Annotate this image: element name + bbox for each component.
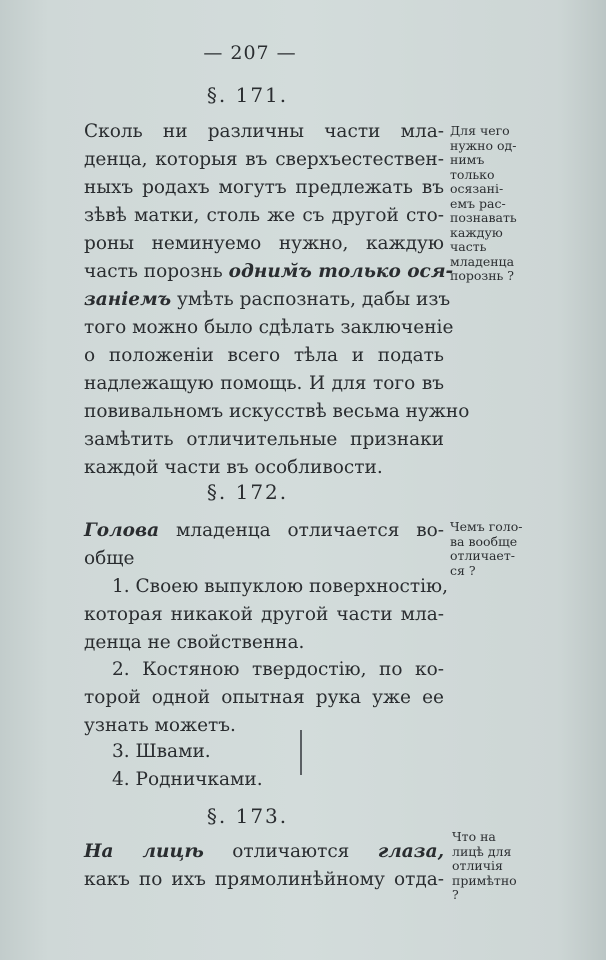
text-line: того можно было сдѣлать заключенiе (84, 317, 454, 338)
text-line: замѣтить отличительные признаки (84, 429, 444, 450)
note-line: отличает- (450, 548, 515, 563)
text-line: надлежащую помощь. И для того въ (84, 373, 444, 394)
text-line-mixed (84, 258, 454, 286)
text-line: которая никакой другой части мла- (84, 604, 444, 625)
note-line: ся ? (450, 562, 476, 578)
list-item-1 (84, 573, 449, 657)
text-line: ныхъ родахъ могутъ предлежать въ (84, 177, 444, 198)
note-line: ва вообще (450, 533, 518, 549)
note-line: часть (450, 239, 487, 254)
pencil-mark (300, 730, 302, 775)
emphasis-text: одним̆ъ только ося- (228, 261, 454, 282)
text-fragment: младенца отличается во- (175, 520, 445, 541)
emphasis-text: Голова (84, 520, 160, 541)
note-line: Что на (452, 829, 496, 844)
text-line-mixed (84, 286, 451, 314)
text-fragment: часть порознь (84, 261, 223, 282)
note-line: порознь ? (450, 268, 515, 283)
note-line: познавать (450, 210, 517, 225)
margin-note-173 (452, 830, 602, 903)
text-line: 1. Своею выпуклою поверхностiю, (112, 576, 449, 597)
text-line: денца не свойственна. (84, 632, 305, 653)
emphasis-text: глаза, (377, 841, 445, 862)
note-line: младенца (450, 253, 515, 269)
note-line: ? (452, 887, 459, 902)
text-fragment: умѣть распознать, дабы изъ (177, 289, 451, 310)
emphasis-text: На лицѣ (84, 841, 204, 862)
text-line: 2. Костяною твердостiю, по ко- (112, 659, 444, 680)
text-line: какъ по ихъ прямолинѣйному отда- (84, 869, 444, 890)
paragraph-173 (84, 838, 444, 894)
margin-note-172 (450, 520, 600, 578)
text-fragment: отличаются (232, 841, 350, 862)
text-line: повивальномъ искусствѣ весьма нужно (84, 401, 470, 422)
paragraph-172 (84, 517, 444, 573)
note-line: отличiя (452, 858, 503, 873)
emphasis-text: занiемъ (84, 289, 172, 310)
text-line: торой одной опытная рука уже ее (84, 687, 444, 708)
note-line: осязанi- (450, 181, 504, 196)
note-line: примѣтно (452, 872, 517, 888)
text-line: о положенiи всего тѣла и подать (84, 345, 444, 366)
list-item-4: 4. Родничками. (112, 769, 263, 790)
note-line: нужно од- (450, 137, 517, 153)
note-line: нимъ (450, 152, 485, 167)
note-line: каждую (450, 224, 503, 240)
note-line: емъ рас- (450, 195, 506, 211)
list-item-2 (84, 656, 444, 740)
text-line-mixed (84, 838, 444, 866)
note-line: только (450, 166, 495, 182)
section-heading-172: §. 172. (206, 480, 289, 504)
text-line: денца, которыя въ сверхъестествен- (84, 149, 444, 170)
note-line: Чемъ голо- (450, 519, 523, 534)
margin-note-171 (450, 124, 600, 284)
text-line: узнать можетъ. (84, 715, 236, 736)
text-line: зѣвѣ матки, столь же съ другой сто- (84, 205, 444, 226)
text-line: роны неминуемо нужно, каждую (84, 233, 444, 254)
section-heading-171: §. 171. (206, 83, 289, 107)
text-line: Сколь ни различны части мла- (84, 121, 444, 142)
text-line: обще (84, 548, 135, 569)
list-item-3: 3. Швами. (112, 741, 211, 762)
note-line: лицѣ для (452, 843, 512, 859)
note-line: Для чего (450, 123, 510, 138)
text-line-mixed (84, 517, 444, 545)
page-number: — 207 — (203, 42, 297, 64)
section-heading-173: §. 173. (206, 804, 289, 828)
paragraph-171 (84, 118, 470, 482)
text-line: каждой части въ особливости. (84, 457, 383, 478)
